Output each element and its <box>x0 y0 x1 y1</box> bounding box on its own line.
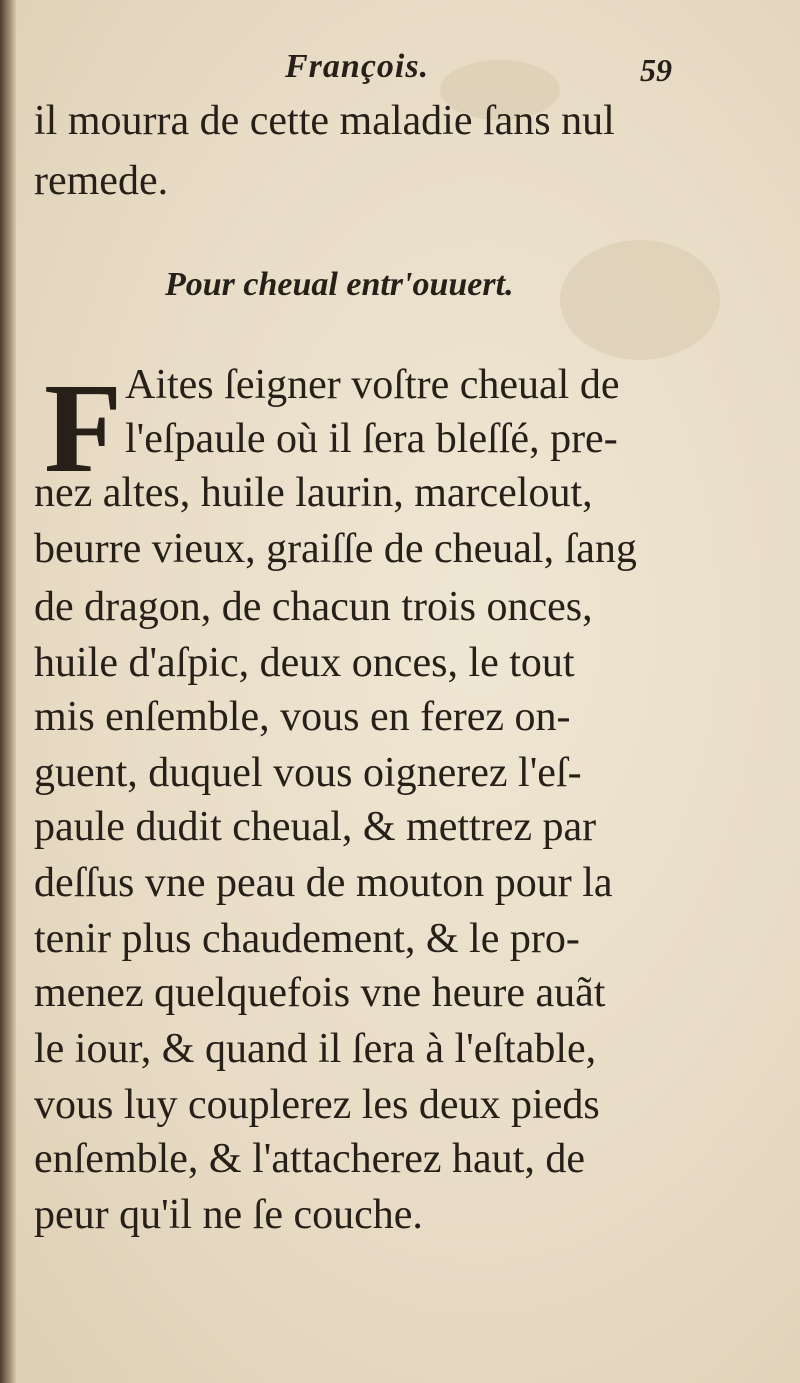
text-line: enſemble, & l'attacherez haut, de <box>34 1136 585 1182</box>
text-line: remede. <box>34 158 169 204</box>
text-line: vous luy couplerez les deux pieds <box>34 1082 600 1128</box>
text-line: tenir plus chaudement, & le pro- <box>34 916 580 962</box>
text-line: Aites ſeigner voſtre cheual de <box>125 362 620 408</box>
text-line: peur qu'il ne ſe couche. <box>34 1192 423 1238</box>
section-title: Pour cheual entr'ouuert. <box>165 266 514 303</box>
text-line: guent, duquel vous oignerez l'eſ- <box>34 750 582 796</box>
running-title: François. <box>285 48 430 85</box>
text-line: paule dudit cheual, & mettrez par <box>34 804 597 850</box>
text-line: huile d'aſpic, deux onces, le tout <box>34 640 575 686</box>
text-line: deſſus vne peau de mouton pour la <box>34 860 613 906</box>
text-line: nez altes, huile laurin, marcelout, <box>34 470 593 516</box>
text-line: il mourra de cette maladie ſans nul <box>34 98 615 144</box>
drop-cap: F <box>44 357 123 499</box>
text-line: le iour, & quand il ſera à l'eſtable, <box>34 1026 597 1072</box>
text-line: beurre vieux, graiſſe de cheual, ſang <box>34 526 637 572</box>
paper-stain <box>560 240 720 360</box>
text-line: de dragon, de chacun trois onces, <box>34 584 593 630</box>
text-line: menez quelquefois vne heure auãt <box>34 970 606 1016</box>
text-line: l'eſpaule où il ſera bleſſé, pre- <box>125 416 618 462</box>
binding-gutter <box>0 0 16 1383</box>
text-line: mis enſemble, vous en ferez on- <box>34 694 571 740</box>
page-number: 59 <box>640 52 672 88</box>
